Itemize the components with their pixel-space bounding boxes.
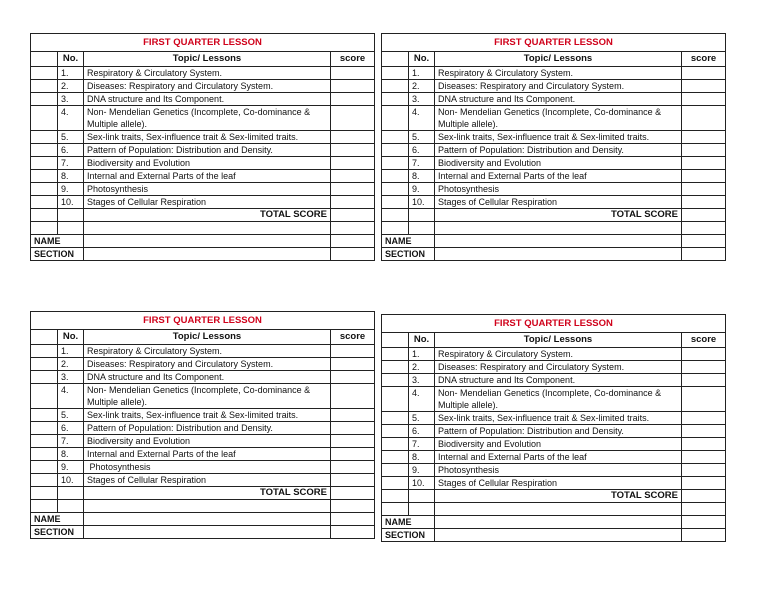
blank-cell bbox=[409, 222, 435, 235]
blank-cell bbox=[382, 157, 409, 170]
lesson-topic: Stages of Cellular Respiration bbox=[435, 477, 682, 490]
blank-cell bbox=[31, 209, 58, 222]
column-header-no: No. bbox=[58, 52, 84, 67]
lesson-topic: Diseases: Respiratory and Circulatory System. bbox=[84, 80, 331, 93]
lesson-number: 6. bbox=[58, 144, 84, 157]
lesson-row bbox=[31, 67, 375, 80]
score-field[interactable] bbox=[682, 144, 726, 157]
lesson-number: 1. bbox=[58, 67, 84, 80]
total-score-field[interactable] bbox=[682, 209, 726, 222]
lesson-row bbox=[382, 80, 726, 93]
score-field[interactable] bbox=[331, 67, 375, 80]
blank-cell bbox=[382, 52, 409, 67]
name-field[interactable] bbox=[435, 516, 682, 529]
blank-cell bbox=[331, 500, 375, 513]
lesson-row bbox=[31, 80, 375, 93]
lesson-topic: Stages of Cellular Respiration bbox=[84, 196, 331, 209]
lesson-topic: Stages of Cellular Respiration bbox=[84, 474, 331, 487]
blank-cell bbox=[382, 196, 409, 209]
total-score-field[interactable] bbox=[682, 490, 726, 503]
blank-cell bbox=[682, 222, 726, 235]
lesson-number: 4. bbox=[409, 106, 435, 131]
blank-cell bbox=[382, 477, 409, 490]
blank-cell bbox=[382, 425, 409, 438]
lesson-number: 1. bbox=[409, 348, 435, 361]
blank-cell bbox=[435, 503, 682, 516]
score-field[interactable] bbox=[331, 170, 375, 183]
score-field[interactable] bbox=[331, 183, 375, 196]
score-field[interactable] bbox=[331, 435, 375, 448]
lesson-number: 2. bbox=[58, 80, 84, 93]
lesson-row bbox=[382, 438, 726, 451]
card-title: FIRST QUARTER LESSON bbox=[31, 312, 375, 330]
lesson-row bbox=[31, 170, 375, 183]
total-score-label: TOTAL SCORE bbox=[84, 487, 331, 500]
lesson-row bbox=[382, 361, 726, 374]
blank-cell bbox=[31, 183, 58, 196]
blank-cell bbox=[382, 451, 409, 464]
blank-cell bbox=[382, 374, 409, 387]
lesson-row bbox=[382, 144, 726, 157]
section-label: SECTION bbox=[382, 529, 435, 542]
lesson-number: 2. bbox=[409, 80, 435, 93]
lesson-topic: Internal and External Parts of the leaf bbox=[435, 170, 682, 183]
lesson-row bbox=[31, 144, 375, 157]
name-field[interactable] bbox=[435, 235, 682, 248]
blank-cell bbox=[382, 183, 409, 196]
blank-cell bbox=[382, 503, 409, 516]
blank-cell bbox=[31, 435, 58, 448]
lesson-number: 7. bbox=[409, 438, 435, 451]
lesson-number: 9. bbox=[409, 464, 435, 477]
blank-cell bbox=[31, 106, 58, 131]
lesson-card-bottom-right bbox=[381, 314, 725, 542]
lesson-topic: Photosynthesis bbox=[84, 183, 331, 196]
column-header-topic: Topic/ Lessons bbox=[435, 333, 682, 348]
lesson-number: 5. bbox=[58, 409, 84, 422]
blank-cell bbox=[84, 222, 331, 235]
lesson-row bbox=[31, 461, 375, 474]
blank-cell bbox=[31, 157, 58, 170]
lesson-row bbox=[382, 374, 726, 387]
blank-cell bbox=[31, 422, 58, 435]
lesson-number: 5. bbox=[409, 131, 435, 144]
blank-cell bbox=[331, 513, 375, 526]
lesson-score-table bbox=[381, 33, 726, 261]
blank-cell bbox=[58, 209, 84, 222]
total-score-label: TOTAL SCORE bbox=[435, 209, 682, 222]
lesson-row bbox=[31, 358, 375, 371]
score-field[interactable] bbox=[331, 196, 375, 209]
lesson-number: 3. bbox=[409, 374, 435, 387]
blank-cell bbox=[31, 384, 58, 409]
lesson-number: 6. bbox=[58, 422, 84, 435]
lesson-topic: Respiratory & Circulatory System. bbox=[435, 67, 682, 80]
lesson-topic: Non- Mendelian Genetics (Incomplete, Co-dominance & Multiple allele). bbox=[435, 387, 682, 412]
score-field[interactable] bbox=[682, 67, 726, 80]
lesson-number: 3. bbox=[58, 371, 84, 384]
score-field[interactable] bbox=[682, 438, 726, 451]
lesson-row bbox=[31, 384, 375, 409]
total-score-field[interactable] bbox=[331, 487, 375, 500]
lesson-number: 2. bbox=[58, 358, 84, 371]
lesson-topic: Pattern of Population: Distribution and Density. bbox=[435, 144, 682, 157]
blank-cell bbox=[435, 222, 682, 235]
lesson-row bbox=[382, 106, 726, 131]
lesson-row bbox=[382, 157, 726, 170]
lesson-number: 3. bbox=[58, 93, 84, 106]
card-title: FIRST QUARTER LESSON bbox=[382, 34, 726, 52]
lesson-topic: Stages of Cellular Respiration bbox=[435, 196, 682, 209]
score-field[interactable] bbox=[331, 80, 375, 93]
blank-cell bbox=[409, 490, 435, 503]
lesson-row bbox=[382, 348, 726, 361]
lesson-score-table bbox=[30, 33, 375, 261]
lesson-topic: DNA structure and Its Component. bbox=[435, 374, 682, 387]
lesson-topic: Diseases: Respiratory and Circulatory System. bbox=[435, 361, 682, 374]
section-label: SECTION bbox=[31, 248, 84, 261]
name-label: NAME bbox=[382, 516, 435, 529]
score-field[interactable] bbox=[682, 477, 726, 490]
lesson-row bbox=[31, 183, 375, 196]
lesson-row bbox=[382, 477, 726, 490]
blank-cell bbox=[682, 235, 726, 248]
lesson-number: 5. bbox=[409, 412, 435, 425]
blank-cell bbox=[331, 222, 375, 235]
lesson-card-top-right bbox=[381, 33, 725, 261]
score-field[interactable] bbox=[682, 196, 726, 209]
blank-cell bbox=[58, 500, 84, 513]
lesson-card-bottom-left bbox=[30, 311, 374, 539]
score-field[interactable] bbox=[682, 412, 726, 425]
score-field[interactable] bbox=[331, 409, 375, 422]
score-field[interactable] bbox=[682, 425, 726, 438]
score-field[interactable] bbox=[331, 131, 375, 144]
lesson-topic: Pattern of Population: Distribution and Density. bbox=[84, 144, 331, 157]
lesson-topic: Respiratory & Circulatory System. bbox=[84, 345, 331, 358]
lesson-row bbox=[31, 422, 375, 435]
lesson-topic: Sex-link traits, Sex-influence trait & Sex-limited traits. bbox=[84, 131, 331, 144]
blank-cell bbox=[409, 209, 435, 222]
lesson-row bbox=[31, 474, 375, 487]
blank-cell bbox=[31, 461, 58, 474]
blank-cell bbox=[58, 487, 84, 500]
lesson-topic: Photosynthesis bbox=[435, 464, 682, 477]
lesson-topic: Pattern of Population: Distribution and Density. bbox=[84, 422, 331, 435]
lesson-number: 10. bbox=[409, 196, 435, 209]
blank-cell bbox=[31, 196, 58, 209]
lesson-topic: Biodiversity and Evolution bbox=[435, 438, 682, 451]
column-header-score: score bbox=[331, 52, 375, 67]
blank-cell bbox=[31, 448, 58, 461]
lesson-number: 10. bbox=[58, 474, 84, 487]
lesson-topic: Diseases: Respiratory and Circulatory System. bbox=[435, 80, 682, 93]
name-label: NAME bbox=[31, 235, 84, 248]
column-header-topic: Topic/ Lessons bbox=[84, 52, 331, 67]
lesson-topic: Internal and External Parts of the leaf bbox=[435, 451, 682, 464]
score-field[interactable] bbox=[682, 361, 726, 374]
lesson-topic: DNA structure and Its Component. bbox=[435, 93, 682, 106]
lesson-number: 7. bbox=[58, 157, 84, 170]
lesson-row bbox=[31, 93, 375, 106]
blank-cell bbox=[31, 80, 58, 93]
column-header-topic: Topic/ Lessons bbox=[435, 52, 682, 67]
blank-cell bbox=[682, 248, 726, 261]
lesson-number: 7. bbox=[409, 157, 435, 170]
blank-cell bbox=[382, 222, 409, 235]
lesson-topic: Photosynthesis bbox=[435, 183, 682, 196]
blank-cell bbox=[382, 144, 409, 157]
blank-cell bbox=[382, 387, 409, 412]
lesson-topic: Internal and External Parts of the leaf bbox=[84, 170, 331, 183]
lesson-topic: Internal and External Parts of the leaf bbox=[84, 448, 331, 461]
card-title: FIRST QUARTER LESSON bbox=[382, 315, 726, 333]
lesson-row bbox=[382, 387, 726, 412]
score-field[interactable] bbox=[682, 183, 726, 196]
score-field[interactable] bbox=[682, 348, 726, 361]
lesson-topic: Sex-link traits, Sex-influence trait & Sex-limited traits. bbox=[84, 409, 331, 422]
blank-cell bbox=[382, 348, 409, 361]
lesson-row bbox=[382, 183, 726, 196]
lesson-row bbox=[31, 106, 375, 131]
blank-cell bbox=[84, 500, 331, 513]
lesson-number: 4. bbox=[58, 106, 84, 131]
score-field[interactable] bbox=[331, 422, 375, 435]
score-field[interactable] bbox=[331, 448, 375, 461]
blank-cell bbox=[31, 131, 58, 144]
score-field[interactable] bbox=[682, 80, 726, 93]
section-label: SECTION bbox=[31, 526, 84, 539]
score-field[interactable] bbox=[331, 93, 375, 106]
lesson-row bbox=[382, 131, 726, 144]
name-label: NAME bbox=[31, 513, 84, 526]
lesson-score-table bbox=[30, 311, 375, 539]
blank-cell bbox=[382, 93, 409, 106]
score-field[interactable] bbox=[682, 170, 726, 183]
blank-cell bbox=[31, 93, 58, 106]
blank-cell bbox=[682, 529, 726, 542]
name-field[interactable] bbox=[84, 235, 331, 248]
blank-cell bbox=[331, 248, 375, 261]
score-field[interactable] bbox=[682, 387, 726, 412]
blank-cell bbox=[331, 235, 375, 248]
blank-cell bbox=[382, 67, 409, 80]
blank-cell bbox=[409, 503, 435, 516]
section-field[interactable] bbox=[435, 248, 682, 261]
score-field[interactable] bbox=[331, 345, 375, 358]
lesson-number: 1. bbox=[409, 67, 435, 80]
lesson-topic: Non- Mendelian Genetics (Incomplete, Co-dominance & Multiple allele). bbox=[435, 106, 682, 131]
name-label: NAME bbox=[382, 235, 435, 248]
blank-cell bbox=[31, 330, 58, 345]
score-field[interactable] bbox=[331, 144, 375, 157]
lesson-number: 6. bbox=[409, 144, 435, 157]
lesson-number: 10. bbox=[409, 477, 435, 490]
lesson-row bbox=[382, 196, 726, 209]
lesson-topic: Photosynthesis bbox=[84, 461, 331, 474]
score-field[interactable] bbox=[682, 106, 726, 131]
lesson-number: 7. bbox=[58, 435, 84, 448]
blank-cell bbox=[382, 412, 409, 425]
lesson-number: 9. bbox=[58, 461, 84, 474]
lesson-number: 6. bbox=[409, 425, 435, 438]
blank-cell bbox=[382, 209, 409, 222]
lesson-row bbox=[31, 157, 375, 170]
lesson-topic: Respiratory & Circulatory System. bbox=[84, 67, 331, 80]
lesson-row bbox=[382, 425, 726, 438]
blank-cell bbox=[382, 170, 409, 183]
blank-cell bbox=[31, 67, 58, 80]
name-field[interactable] bbox=[84, 513, 331, 526]
lesson-topic: Diseases: Respiratory and Circulatory System. bbox=[84, 358, 331, 371]
lesson-number: 4. bbox=[409, 387, 435, 412]
blank-cell bbox=[31, 409, 58, 422]
lesson-number: 9. bbox=[409, 183, 435, 196]
lesson-topic: Biodiversity and Evolution bbox=[84, 435, 331, 448]
total-score-label: TOTAL SCORE bbox=[435, 490, 682, 503]
column-header-score: score bbox=[331, 330, 375, 345]
lesson-number: 9. bbox=[58, 183, 84, 196]
score-field[interactable] bbox=[331, 384, 375, 409]
lesson-topic: Biodiversity and Evolution bbox=[435, 157, 682, 170]
lesson-topic: Biodiversity and Evolution bbox=[84, 157, 331, 170]
score-field[interactable] bbox=[682, 131, 726, 144]
score-field[interactable] bbox=[682, 374, 726, 387]
blank-cell bbox=[31, 474, 58, 487]
blank-cell bbox=[682, 503, 726, 516]
lesson-number: 1. bbox=[58, 345, 84, 358]
score-field[interactable] bbox=[331, 106, 375, 131]
section-field[interactable] bbox=[84, 248, 331, 261]
blank-cell bbox=[31, 358, 58, 371]
lesson-topic: Non- Mendelian Genetics (Incomplete, Co-dominance & Multiple allele). bbox=[84, 384, 331, 409]
total-score-label: TOTAL SCORE bbox=[84, 209, 331, 222]
blank-cell bbox=[382, 464, 409, 477]
column-header-topic: Topic/ Lessons bbox=[84, 330, 331, 345]
section-label: SECTION bbox=[382, 248, 435, 261]
blank-cell bbox=[31, 487, 58, 500]
score-field[interactable] bbox=[331, 157, 375, 170]
lesson-row bbox=[382, 93, 726, 106]
lesson-row bbox=[382, 170, 726, 183]
total-score-field[interactable] bbox=[331, 209, 375, 222]
column-header-score: score bbox=[682, 52, 726, 67]
section-field[interactable] bbox=[435, 529, 682, 542]
lesson-number: 8. bbox=[409, 451, 435, 464]
score-field[interactable] bbox=[682, 464, 726, 477]
blank-cell bbox=[382, 80, 409, 93]
lesson-row bbox=[382, 67, 726, 80]
lesson-number: 10. bbox=[58, 196, 84, 209]
column-header-no: No. bbox=[409, 52, 435, 67]
card-title: FIRST QUARTER LESSON bbox=[31, 34, 375, 52]
column-header-no: No. bbox=[409, 333, 435, 348]
score-field[interactable] bbox=[682, 93, 726, 106]
score-field[interactable] bbox=[682, 157, 726, 170]
lesson-number: 5. bbox=[58, 131, 84, 144]
lesson-topic: Sex-link traits, Sex-influence trait & Sex-limited traits. bbox=[435, 412, 682, 425]
lesson-row bbox=[31, 196, 375, 209]
lesson-card-top-left bbox=[30, 33, 374, 261]
column-header-score: score bbox=[682, 333, 726, 348]
blank-cell bbox=[382, 438, 409, 451]
lesson-topic: Sex-link traits, Sex-influence trait & Sex-limited traits. bbox=[435, 131, 682, 144]
blank-cell bbox=[382, 361, 409, 374]
lesson-row bbox=[31, 371, 375, 384]
lesson-number: 3. bbox=[409, 93, 435, 106]
lesson-topic: DNA structure and Its Component. bbox=[84, 371, 331, 384]
blank-cell bbox=[682, 516, 726, 529]
lesson-number: 2. bbox=[409, 361, 435, 374]
score-field[interactable] bbox=[331, 358, 375, 371]
lesson-topic: Pattern of Population: Distribution and Density. bbox=[435, 425, 682, 438]
blank-cell bbox=[382, 106, 409, 131]
lesson-row bbox=[31, 131, 375, 144]
lesson-number: 8. bbox=[409, 170, 435, 183]
blank-cell bbox=[31, 170, 58, 183]
blank-cell bbox=[31, 222, 58, 235]
lesson-row bbox=[382, 451, 726, 464]
blank-cell bbox=[382, 333, 409, 348]
score-field[interactable] bbox=[331, 474, 375, 487]
lesson-row bbox=[31, 345, 375, 358]
section-field[interactable] bbox=[84, 526, 331, 539]
blank-cell bbox=[31, 371, 58, 384]
blank-cell bbox=[31, 500, 58, 513]
lesson-number: 8. bbox=[58, 170, 84, 183]
blank-cell bbox=[31, 345, 58, 358]
score-field[interactable] bbox=[331, 461, 375, 474]
blank-cell bbox=[382, 490, 409, 503]
lesson-number: 8. bbox=[58, 448, 84, 461]
lesson-topic: DNA structure and Its Component. bbox=[84, 93, 331, 106]
column-header-no: No. bbox=[58, 330, 84, 345]
blank-cell bbox=[31, 144, 58, 157]
score-field[interactable] bbox=[682, 451, 726, 464]
lesson-topic: Respiratory & Circulatory System. bbox=[435, 348, 682, 361]
lesson-score-table bbox=[381, 314, 726, 542]
lesson-row bbox=[31, 409, 375, 422]
lesson-row bbox=[382, 464, 726, 477]
score-field[interactable] bbox=[331, 371, 375, 384]
lesson-row bbox=[31, 448, 375, 461]
lesson-number: 4. bbox=[58, 384, 84, 409]
blank-cell bbox=[31, 52, 58, 67]
lesson-row bbox=[31, 435, 375, 448]
lesson-row bbox=[382, 412, 726, 425]
lesson-topic: Non- Mendelian Genetics (Incomplete, Co-dominance & Multiple allele). bbox=[84, 106, 331, 131]
blank-cell bbox=[331, 526, 375, 539]
blank-cell bbox=[58, 222, 84, 235]
blank-cell bbox=[382, 131, 409, 144]
